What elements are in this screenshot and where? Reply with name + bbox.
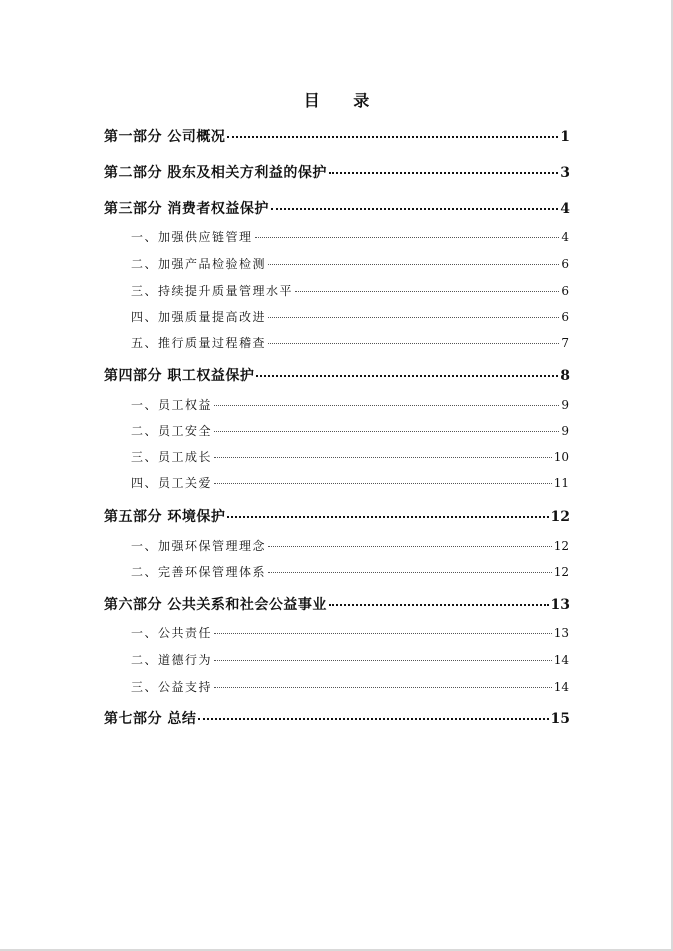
dot-leader	[214, 660, 552, 661]
dot-leader	[214, 633, 552, 634]
toc-page-number: 1	[560, 129, 570, 145]
dot-leader	[268, 317, 559, 318]
toc-entry-label: 四、员工关爱	[131, 476, 213, 490]
toc-section-entry[interactable]	[131, 651, 569, 668]
toc-page-number: 4	[561, 230, 569, 244]
toc-page-number: 12	[550, 509, 570, 525]
dot-leader	[295, 291, 559, 292]
toc-page-number: 10	[553, 450, 569, 464]
dot-leader	[268, 343, 559, 344]
toc-chapter-entry[interactable]	[104, 594, 570, 614]
toc-entry-label: 二、完善环保管理体系	[131, 565, 267, 579]
toc-entry-label: 一、公共责任	[131, 626, 213, 640]
dot-leader	[329, 604, 549, 606]
toc-section-entry[interactable]	[131, 255, 569, 272]
toc-section-entry[interactable]	[131, 448, 569, 465]
toc-page-number: 13	[550, 597, 570, 613]
dot-leader	[268, 264, 559, 265]
toc-section-entry[interactable]	[131, 678, 569, 695]
toc-entry-label: 第七部分 总结	[104, 711, 197, 727]
toc-entry-label: 四、加强质量提高改进	[131, 310, 267, 324]
dot-leader	[268, 572, 552, 573]
toc-title: 目 录	[303, 91, 384, 110]
toc-entry-label: 五、推行质量过程稽查	[131, 336, 267, 350]
toc-page-number: 12	[553, 539, 569, 553]
toc-page-number: 9	[561, 424, 569, 438]
toc-section-entry[interactable]	[131, 308, 569, 325]
toc-chapter-entry[interactable]	[104, 162, 570, 182]
toc-page-number: 11	[553, 476, 569, 490]
toc-entry-label: 三、持续提升质量管理水平	[131, 284, 294, 298]
toc-page-number: 6	[561, 257, 569, 271]
toc-chapter-entry[interactable]	[104, 126, 570, 146]
toc-chapter-entry[interactable]	[104, 365, 570, 385]
toc-section-entry[interactable]	[131, 474, 569, 491]
dot-leader	[255, 237, 560, 238]
toc-entry-label: 一、加强环保管理理念	[131, 539, 267, 553]
toc-section-entry[interactable]	[131, 282, 569, 299]
toc-entry-label: 第六部分 公共关系和社会公益事业	[104, 597, 327, 613]
toc-page-number: 3	[560, 165, 570, 181]
toc-page-number: 7	[561, 336, 569, 350]
dot-leader	[214, 483, 552, 484]
toc-section-entry[interactable]	[131, 624, 569, 641]
dot-leader	[329, 172, 558, 174]
dot-leader	[214, 687, 552, 688]
toc-section-entry[interactable]	[131, 563, 569, 580]
dot-leader	[227, 136, 558, 138]
toc-entry-label: 第一部分 公司概况	[104, 129, 226, 145]
dot-leader	[214, 457, 552, 458]
toc-chapter-entry[interactable]	[104, 506, 570, 526]
toc-page-number: 9	[561, 398, 569, 412]
dot-leader	[268, 546, 552, 547]
toc-section-entry[interactable]	[131, 422, 569, 439]
toc-page-number: 12	[553, 565, 569, 579]
toc-page-number: 4	[560, 201, 570, 217]
toc-page-number: 13	[553, 626, 569, 640]
toc-entry-label: 第四部分 职工权益保护	[104, 368, 255, 384]
toc-section-entry[interactable]	[131, 396, 569, 413]
toc-page-number: 8	[560, 368, 570, 384]
dot-leader	[271, 208, 558, 210]
toc-page-number: 15	[550, 711, 570, 727]
toc-entry-label: 一、员工权益	[131, 398, 213, 412]
toc-page-number: 6	[561, 310, 569, 324]
toc-entry-label: 三、公益支持	[131, 680, 213, 694]
toc-section-entry[interactable]	[131, 334, 569, 351]
dot-leader	[198, 718, 548, 720]
toc-page-number: 14	[553, 680, 569, 694]
toc-entry-label: 二、员工安全	[131, 424, 213, 438]
toc-entry-label: 二、道德行为	[131, 653, 213, 667]
dot-leader	[214, 431, 559, 432]
dot-leader	[214, 405, 559, 406]
toc-entry-label: 三、员工成长	[131, 450, 213, 464]
toc-section-entry[interactable]	[131, 537, 569, 554]
toc-entry-label: 第二部分 股东及相关方利益的保护	[104, 165, 327, 181]
toc-page-number: 6	[561, 284, 569, 298]
toc-entry-label: 一、加强供应链管理	[131, 230, 253, 244]
dot-leader	[256, 375, 558, 377]
toc-entry-label: 二、加强产品检验检测	[131, 257, 267, 271]
dot-leader	[227, 516, 548, 518]
toc-page-number: 14	[553, 653, 569, 667]
toc-chapter-entry[interactable]	[104, 708, 570, 728]
toc-entry-label: 第五部分 环境保护	[104, 509, 226, 525]
toc-entry-label: 第三部分 消费者权益保护	[104, 201, 269, 217]
toc-chapter-entry[interactable]	[104, 198, 570, 218]
toc-section-entry[interactable]	[131, 228, 569, 245]
